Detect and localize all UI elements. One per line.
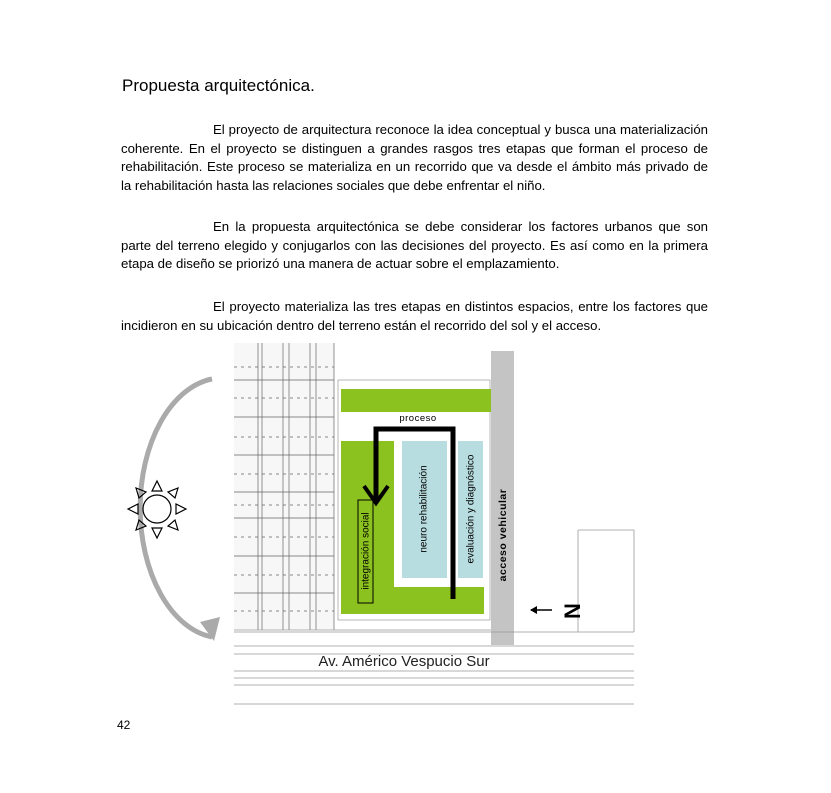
paragraph-3: El proyecto materializa las tres etapas en distintos espacios, entre los factores que incidieron en su ubicación dentro del terreno están el recorrido del sol y el acceso. [121,299,708,333]
page-number: 42 [117,718,131,732]
sun-icon [128,481,186,538]
page-heading: Propuesta arquitectónica. [122,76,315,95]
access-label: acceso vehicular [496,488,509,582]
paragraph-1: El proyecto de arquitectura reconoce la idea conceptual y busca una materialización coherente. En el proyecto se distinguen a grandes rasgos tres etapas que forman el proceso de rehabilitación. Este proceso se materializa en un recorrido que va desde el ámbito más privado de la rehabilitación hasta las relaciones sociales que debe enfrentar el niño. [121,122,708,193]
avenue-label: Av. Américo Vespucio Sur [318,653,490,670]
paragraph-2: En la propuesta arquitectónica se debe considerar los factores urbanos que son parte del terreno elegido y conjugarlos con las decisiones del proyecto. Es así como en la primera etapa de diseño se priorizó una manera de actuar sobre el emplazamiento. [121,219,708,272]
green-strip-bottom [341,587,484,614]
zone-neuro-label: neuro rehabilitación [418,465,430,553]
north-arrow-icon [530,606,552,614]
north-label: N [559,603,585,619]
green-strip-top [341,389,491,412]
process-label: proceso [399,413,437,424]
zone-social-label: integración social [360,512,372,590]
urban-blocks [234,343,334,630]
zone-eval-label: evaluación y diagnóstico [465,454,477,564]
